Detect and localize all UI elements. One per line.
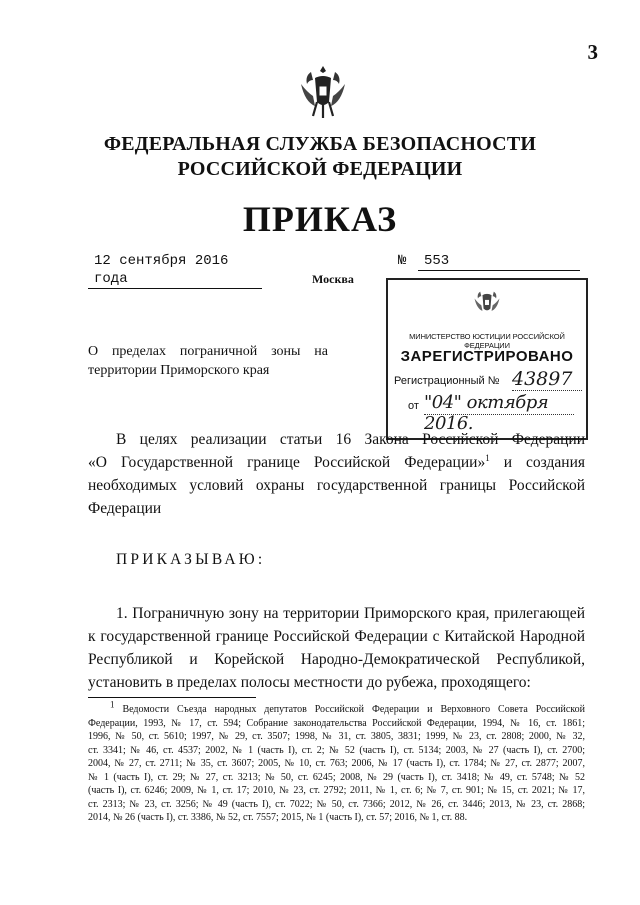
stamp-date-underline [424, 414, 574, 415]
order-number-label: № [398, 253, 407, 269]
order-word: ПРИКАЗЫВАЮ: [116, 551, 266, 568]
preamble-line [88, 451, 585, 474]
clause-line: к государственной границе Российской Федерации с Китайской Народной [88, 628, 585, 645]
stamp-reg-label: Регистрационный № [394, 375, 500, 387]
order-subject [88, 342, 328, 380]
footnote-divider [88, 697, 256, 698]
law-title: «О Государственной границе Российской Федерации» [88, 454, 486, 471]
preamble-line: необходимых условий охраны государственной границы Российской [88, 477, 585, 494]
footnote-line [88, 699, 585, 717]
org-title-line2: РОССИЙСКОЙ ФЕДЕРАЦИИ [177, 158, 463, 180]
footnote-line: (часть I), ст. 6246; 2009, № 1, ст. 17; 2010, № 23, ст. 2792; 2011, № 1, ст. 6; № 7, ст. 901; № 15, ст. 2021; № 17, [88, 785, 585, 796]
preamble-line: В целях реализации статьи 16 Закона Российской Федерации [116, 431, 585, 448]
document-type-heading: ПРИКАЗ [242, 199, 398, 239]
footnote-line: Федерации, 1993, № 17, ст. 594; Собрание законодательства Российской Федерации, 1994, № 16, ст. 1861; [88, 717, 585, 729]
registration-stamp [386, 278, 588, 440]
footnote-line: ст. 2313; № 23, ст. 3256; № 49 (часть I), ст. 7022; № 50, ст. 7366; 2012, № 26, ст. 3446; 2013, № 23, ст. 2868; [88, 798, 585, 810]
stamp-reg-underline [512, 390, 582, 391]
preamble-line: Федерации [88, 500, 162, 517]
subject-line2: территории Приморского края [88, 363, 270, 378]
order-number: 553 [418, 252, 580, 271]
eagle-emblem-icon [298, 62, 348, 122]
footnote [88, 699, 585, 825]
stamp-date-label: от [408, 400, 419, 412]
stamp-reg-number: 43897 [512, 368, 573, 390]
stamp-date-value: "04" октября 2016. [424, 392, 549, 434]
city-label: Москва [312, 272, 354, 286]
clause-1-paragraph [88, 602, 585, 694]
org-title-line1: ФЕДЕРАЛЬНАЯ СЛУЖБА БЕЗОПАСНОСТИ [103, 133, 537, 155]
stamp-eagle-icon [472, 286, 502, 320]
stamp-registered: ЗАРЕГИСТРИРОВАНО [400, 348, 574, 365]
clause-line: установить в пределах полосы местности до рубежа, проходящего: [88, 674, 531, 691]
page-number: 3 [587, 40, 598, 64]
footnote-ref: 1 [485, 452, 490, 463]
subject-line1: О пределах пограничной зоны на [88, 344, 328, 359]
footnote-line: № 1 (часть I), ст. 29; № 27, ст. 3213; № 50, ст. 6245; 2008, № 29 (часть I), ст. 3418; № 49, ст. 5748; № 52 [88, 771, 585, 783]
footnote-mark: 1 [110, 699, 115, 710]
order-date: 12 сентября 2016 года [88, 252, 262, 289]
footnote-line: 1996, № 50, ст. 5610; 1997, № 29, ст. 3507; 1998, № 31, ст. 3805, 3831; 1999, № 23, ст. 2808; 2000, № 32, [88, 731, 585, 742]
clause-line: 1. Пограничную зону на территории Приморского края, прилегающей [116, 605, 585, 622]
footnote-line: 2004, № 27, ст. 2711; № 35, ст. 3607; 2005, № 10, ст. 763; 2006, № 17 (часть I), ст. 1784; № 27, ст. 2877; 2007, [88, 758, 585, 769]
clause-line: Республикой и Корейской Народно-Демократической Республикой, [88, 651, 585, 668]
preamble-tail: и создания [489, 454, 585, 471]
footnote-line: 2014, № 26 (часть I), ст. 3386, № 52, ст. 7557; 2015, № 1 (часть I), ст. 57; 2016, № 1, ст. 88. [88, 812, 468, 823]
stamp-ministry: МИНИСТЕРСТВО ЮСТИЦИИ РОССИЙСКОЙ ФЕДЕРАЦИИ [409, 332, 565, 350]
preamble-paragraph [88, 428, 585, 520]
footnote-line: ст. 3341; № 46, ст. 4537; 2002, № 1 (часть I), ст. 2; № 52 (часть I), ст. 5134; 2003, № 27 (часть I), ст. 2700; [88, 744, 585, 756]
footnote-text: Ведомости Съезда народных депутатов Российской Федерации и Верховного Совета Российской [122, 704, 585, 715]
